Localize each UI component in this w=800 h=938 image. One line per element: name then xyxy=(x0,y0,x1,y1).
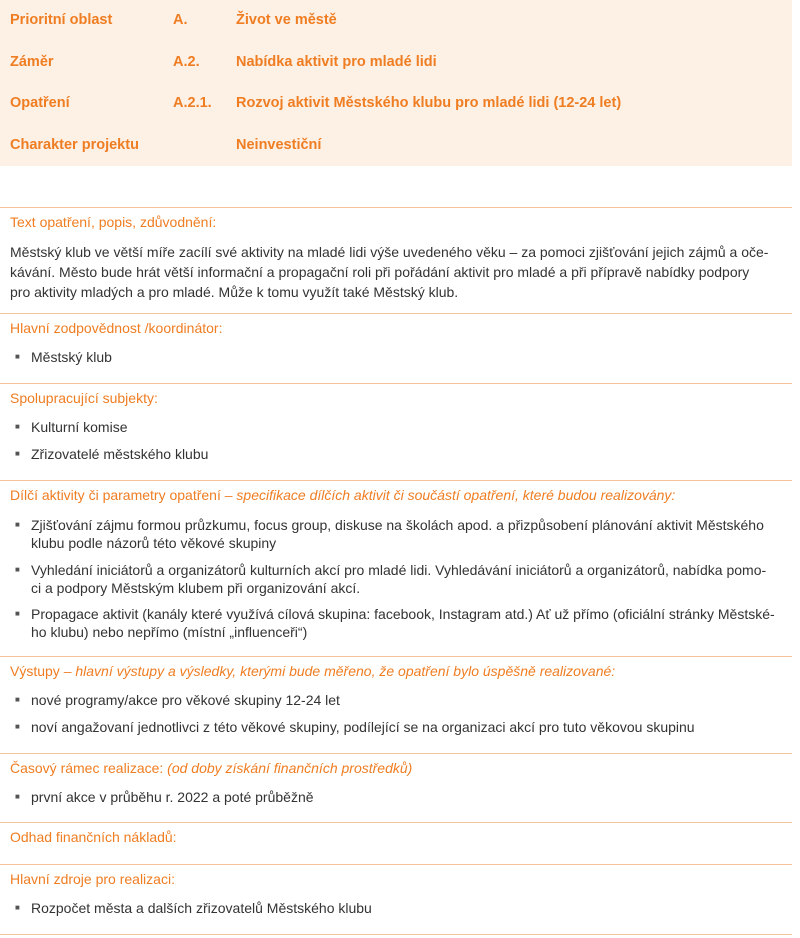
section-title-text: Výstupy xyxy=(10,663,60,679)
list-item: Kulturní komise xyxy=(31,419,128,435)
header-value: Život ve městě xyxy=(236,12,337,28)
section-title: Text opatření, popis, zdůvodnění: xyxy=(10,214,217,230)
description-line: pro aktivity mladých a pro mladé. Může k tomu využít také Městský klub. xyxy=(10,284,459,300)
list-item: nové programy/akce pro věkové skupiny 12-24 let xyxy=(31,692,340,708)
section-title-text: Časový rámec realizace: xyxy=(10,760,168,776)
bullet-icon: ■ xyxy=(15,352,20,361)
list-item-line: ci a podpory Městským klubem při organizování akcí. xyxy=(31,580,361,596)
section-title: Odhad finančních nákladů: xyxy=(10,829,177,845)
list-item: Rozpočet města a dalších zřizovatelů Městského klubu xyxy=(31,900,372,916)
list-item-line: Propagace aktivit (kanály které využívá cílová skupina: facebook, Instagram atd.) Ať už přímo (oficiální stránky Městské- xyxy=(31,606,775,622)
section-title xyxy=(10,487,675,503)
section-title-note: – hlavní výstupy a výsledky, kterými bude měřeno, že opatření bylo úspěšně realizované: xyxy=(59,663,616,679)
bullet-icon: ■ xyxy=(15,722,20,731)
section-title: Hlavní zodpovědnost /koordinátor: xyxy=(10,320,223,336)
section-divider xyxy=(0,383,792,384)
list-item-line: ho klubu) nebo nepřímo (místní „influenceři“) xyxy=(31,624,308,640)
section-title xyxy=(10,663,615,679)
section-divider xyxy=(0,822,792,823)
header-code: A.2.1. xyxy=(173,95,212,111)
bullet-icon: ■ xyxy=(15,792,20,801)
header-label: Záměr xyxy=(10,54,54,70)
section-divider xyxy=(0,934,792,935)
section-divider xyxy=(0,207,792,208)
bullet-icon: ■ xyxy=(15,422,20,431)
project-header xyxy=(0,0,792,166)
header-label: Opatření xyxy=(10,95,70,111)
section-divider xyxy=(0,656,792,657)
section-title xyxy=(10,760,412,776)
description-line: Městský klub ve větší míře zacílí své aktivity na mladé lidi výše uvedeného věku – za pomoci zjišťování jejich zájmů a oče- xyxy=(10,244,769,260)
header-value: Nabídka aktivit pro mladé lidi xyxy=(236,54,437,70)
description-line: kávání. Město bude hrát větší informační a propagační roli při pořádání aktivit pro mladé a při přípravě nabídky podpory xyxy=(10,264,750,280)
header-label: Charakter projektu xyxy=(10,137,139,153)
header-value: Neinvestiční xyxy=(236,137,322,153)
bullet-icon: ■ xyxy=(15,520,20,529)
bullet-icon: ■ xyxy=(15,609,20,618)
header-value: Rozvoj aktivit Městského klubu pro mladé lidi (12-24 let) xyxy=(236,95,622,111)
list-item-line: Zjišťování zájmu formou průzkumu, focus group, diskuse na školách apod. a přizpůsobení plánování aktivit Městského xyxy=(31,517,764,533)
section-divider xyxy=(0,480,792,481)
list-item: první akce v průběhu r. 2022 a poté průběžně xyxy=(31,789,314,805)
list-item-line: Vyhledání iniciátorů a organizátorů kulturních akcí pro mladé lidi. Vyhledávání iniciátorů a organizátorů, nabídka pomo- xyxy=(31,562,767,578)
section-title: Hlavní zdroje pro realizaci: xyxy=(10,871,175,887)
section-divider xyxy=(0,753,792,754)
section-divider xyxy=(0,313,792,314)
section-divider xyxy=(0,864,792,865)
bullet-icon: ■ xyxy=(15,565,20,574)
section-title-text: Dílčí aktivity či parametry opatření xyxy=(10,487,221,503)
section-title-note: (od doby získání finančních prostředků) xyxy=(167,760,413,776)
list-item: Zřizovatelé městského klubu xyxy=(31,446,209,462)
section-title: Spolupracující subjekty: xyxy=(10,390,158,406)
bullet-icon: ■ xyxy=(15,449,20,458)
bullet-icon: ■ xyxy=(15,903,20,912)
header-code: A.2. xyxy=(173,54,200,70)
list-item-line: klubu podle názorů této věkové skupiny xyxy=(31,535,277,551)
header-label: Prioritní oblast xyxy=(10,12,113,28)
list-item: Městský klub xyxy=(31,349,112,365)
header-code: A. xyxy=(173,12,188,28)
bullet-icon: ■ xyxy=(15,695,20,704)
list-item: noví angažovaní jednotlivci z této věkové skupiny, podílející se na organizaci akcí pro tuto věkovou skupinu xyxy=(31,719,695,735)
section-title-note: – specifikace dílčích aktivit či součástí opatření, které budou realizovány: xyxy=(220,487,676,503)
